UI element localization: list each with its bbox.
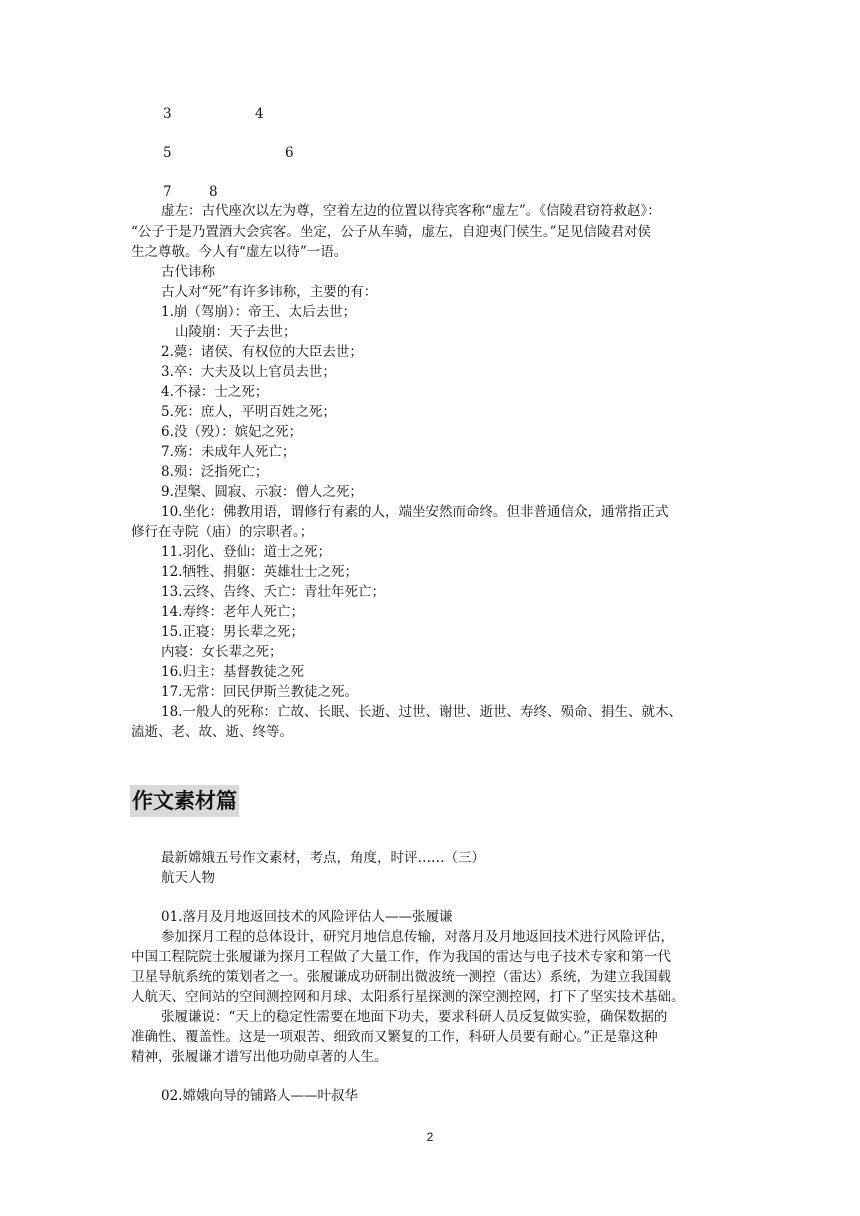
figure-number: 8 <box>209 184 218 200</box>
list-item: 16.归主：基督教徒之死 <box>161 664 304 680</box>
section-heading: 作文素材篇 <box>130 785 239 817</box>
paragraph-line: 中国工程院院士张履谦为探月工程做了大量工作，作为我国的雷达与电子技术专家和第一代 <box>131 949 671 965</box>
subheading-people: 航天人物 <box>161 870 215 886</box>
list-item: 6.没（殁）：嫔妃之死； <box>161 424 303 440</box>
paragraph-line: 古人对“死”有许多讳称，主要的有： <box>161 284 378 300</box>
paragraph-line: 准确性、覆盖性。这是一项艰苦、细致而又繁复的工作，科研人员要有耐心。”正是靠这种 <box>131 1029 658 1045</box>
list-item: 7.殇：未成年人死亡； <box>161 444 296 460</box>
figure-number: 3 <box>163 106 172 122</box>
subheading-euphemisms: 古代讳称 <box>161 264 215 280</box>
list-item: 3.卒：大夫及以上官员去世； <box>161 364 336 380</box>
paragraph-line: “公子于是乃置酒大会宾客。坐定，公子从车骑，虚左，自迎夷门侯生。”足见信陵君对侯 <box>131 224 652 240</box>
page-number: 2 <box>426 1130 434 1144</box>
figure-number: 7 <box>163 184 172 200</box>
list-item: 11.羽化、登仙：道士之死； <box>161 544 331 560</box>
list-item: 12.牺牲、捐躯：英雄壮士之死； <box>161 564 358 580</box>
list-item: 山陵崩：天子去世； <box>175 324 297 340</box>
list-item: 15.正寝：男长辈之死； <box>161 624 304 640</box>
figure-number: 6 <box>285 145 294 161</box>
list-item: 修行在寺院（庙）的宗职者。； <box>131 524 314 540</box>
list-item: 1.崩（驾崩）：帝王、太后去世； <box>161 304 357 320</box>
paragraph-line: 参加探月工程的总体设计，研究月地信息传输，对落月及月地返回技术进行风险评估， <box>161 929 674 945</box>
list-item: 内寝：女长辈之死； <box>161 644 283 660</box>
list-item: 17.无常：回民伊斯兰教徒之死。 <box>161 684 358 700</box>
list-item: 4.不禄：士之死； <box>161 384 269 400</box>
paragraph-line: 人航天、空间站的空间测控网和月球、太阳系行星探测的深空测控网，打下了坚实技术基础。 <box>131 989 685 1005</box>
figure-number: 5 <box>163 145 172 161</box>
paragraph-line: 虚左：古代座次以左为尊，空着左边的位置以待宾客称“虚左”。《信陵君窃符救赵》： <box>161 203 661 219</box>
profile-heading: 02.嫦娥向导的铺路人——叶叔华 <box>161 1088 358 1104</box>
list-item: 8.殒：泛指死亡； <box>161 464 269 480</box>
paragraph-line: 卫星导航系统的策划者之一。张履谦成功研制出微波统一测控（雷达）系统，为建立我国载 <box>131 969 671 985</box>
list-item: 9.涅槃、圆寂、示寂：僧人之死； <box>161 484 363 500</box>
list-item: 溘逝、老、故、逝、终等。 <box>131 724 293 740</box>
paragraph-line: 张履谦说：“天上的稳定性需要在地面下功夫，要求科研人员反复做实验，确保数据的 <box>161 1009 668 1025</box>
article-title: 最新嫦娥五号作文素材，考点，角度，时评……（三） <box>161 850 485 866</box>
list-item: 13.云终、告终、夭亡：青壮年死亡； <box>161 584 385 600</box>
list-item: 14.寿终：老年人死亡； <box>161 604 304 620</box>
list-item: 10.坐化：佛教用语，谓修行有素的人，端坐安然而命终。但非普通信众，通常指正式 <box>161 504 669 520</box>
figure-number: 4 <box>255 106 264 122</box>
list-item: 2.薨：诸侯、有权位的大臣去世； <box>161 344 363 360</box>
paragraph-line: 精神，张履谦才谱写出他功勋卓著的人生。 <box>131 1049 388 1065</box>
list-item: 5.死：庶人，平明百姓之死； <box>161 404 336 420</box>
paragraph-line: 生之尊敬。今人有“虚左以待”一语。 <box>131 244 348 260</box>
list-item: 18.一般人的死称：亡故、长眠、长逝、过世、谢世、逝世、寿终、殒命、捐生、就木、 <box>161 704 682 720</box>
profile-heading: 01.落月及月地返回技术的风险评估人——张履谦 <box>161 909 453 925</box>
